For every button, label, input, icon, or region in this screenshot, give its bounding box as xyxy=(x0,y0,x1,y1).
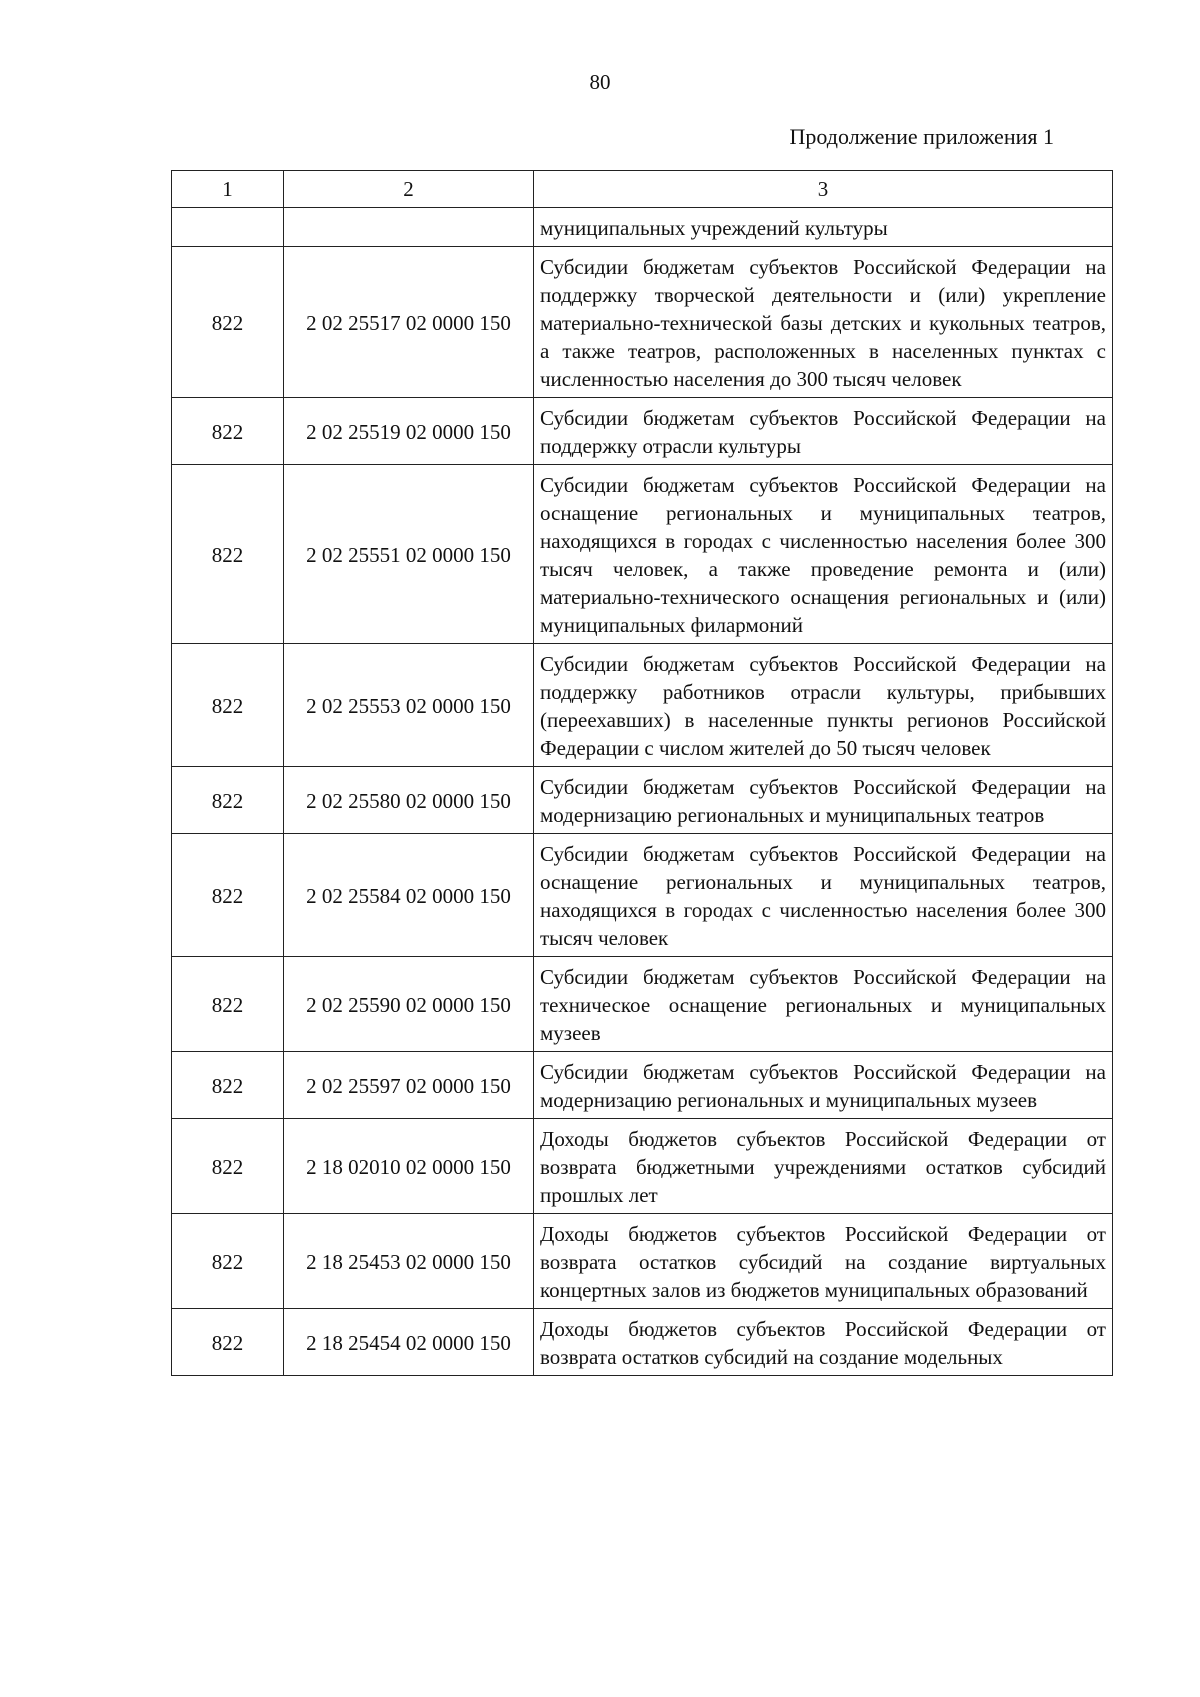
table-row xyxy=(172,1052,1113,1119)
admin-code-cell: 822 xyxy=(172,1214,284,1309)
admin-code-cell: 822 xyxy=(172,247,284,398)
admin-code-cell: 822 xyxy=(172,398,284,465)
admin-code-cell xyxy=(172,208,284,247)
table-row xyxy=(172,1214,1113,1309)
table-header-row xyxy=(172,171,1113,208)
revenue-code-cell: 2 02 25553 02 0000 150 xyxy=(284,644,534,767)
revenue-code-cell: 2 02 25517 02 0000 150 xyxy=(284,247,534,398)
admin-code-cell: 822 xyxy=(172,767,284,834)
table-row xyxy=(172,1309,1113,1376)
revenue-name-cell: Субсидии бюджетам субъектов Российской Федерации на поддержку отрасли культуры xyxy=(534,398,1113,465)
revenue-name-cell: Субсидии бюджетам субъектов Российской Федерации на оснащение региональных и муниципальных театров, находящихся в городах с численностью населения более 300 тысяч человек xyxy=(534,834,1113,957)
admin-code-cell: 822 xyxy=(172,644,284,767)
table-row xyxy=(172,644,1113,767)
table-row xyxy=(172,957,1113,1052)
table-row xyxy=(172,208,1113,247)
revenue-code-cell: 2 02 25597 02 0000 150 xyxy=(284,1052,534,1119)
revenue-name-cell: Субсидии бюджетам субъектов Российской Федерации на модернизацию региональных и муниципальных театров xyxy=(534,767,1113,834)
table-row xyxy=(172,398,1113,465)
page-number: 80 xyxy=(589,70,611,94)
table-row xyxy=(172,834,1113,957)
appendix-note: Продолжение приложения 1 xyxy=(789,124,1054,149)
revenue-name-cell: Субсидии бюджетам субъектов Российской Федерации на техническое оснащение региональных и муниципальных музеев xyxy=(534,957,1113,1052)
revenue-code-cell: 2 18 25454 02 0000 150 xyxy=(284,1309,534,1376)
revenue-code-cell: 2 02 25590 02 0000 150 xyxy=(284,957,534,1052)
header-cell-1: 1 xyxy=(172,171,284,208)
table-row xyxy=(172,465,1113,644)
admin-code-cell: 822 xyxy=(172,1309,284,1376)
table-row xyxy=(172,1119,1113,1214)
admin-code-cell: 822 xyxy=(172,834,284,957)
revenue-name-cell: Субсидии бюджетам субъектов Российской Федерации на поддержку творческой деятельности и (или) укрепление материально-технической базы детских и кукольных театров, а также театров, расположенных в населенных пунктах с численностью населения до 300 тысяч человек xyxy=(534,247,1113,398)
revenue-code-cell: 2 02 25551 02 0000 150 xyxy=(284,465,534,644)
header-cell-3: 3 xyxy=(534,171,1113,208)
revenue-code-cell: 2 02 25519 02 0000 150 xyxy=(284,398,534,465)
admin-code-cell: 822 xyxy=(172,1052,284,1119)
revenue-code-cell: 2 18 02010 02 0000 150 xyxy=(284,1119,534,1214)
table-row xyxy=(172,767,1113,834)
revenue-name-cell: Доходы бюджетов субъектов Российской Федерации от возврата бюджетными учреждениями остатков субсидий прошлых лет xyxy=(534,1119,1113,1214)
revenue-code-cell: 2 02 25580 02 0000 150 xyxy=(284,767,534,834)
header-cell-2: 2 xyxy=(284,171,534,208)
revenue-name-cell: Доходы бюджетов субъектов Российской Федерации от возврата остатков субсидий на создание виртуальных концертных залов из бюджетов муниципальных образований xyxy=(534,1214,1113,1309)
revenue-code-cell: 2 18 25453 02 0000 150 xyxy=(284,1214,534,1309)
revenue-code-cell: 2 02 25584 02 0000 150 xyxy=(284,834,534,957)
admin-code-cell: 822 xyxy=(172,465,284,644)
revenue-name-cell: Субсидии бюджетам субъектов Российской Федерации на оснащение региональных и муниципальных театров, находящихся в городах с численностью населения более 300 тысяч человек, а также проведение ремонта и (или) материально-технического оснащения региональных и (или) муниципальных филармоний xyxy=(534,465,1113,644)
admin-code-cell: 822 xyxy=(172,957,284,1052)
revenue-name-cell: Субсидии бюджетам субъектов Российской Федерации на поддержку работников отрасли культуры, прибывших (переехавших) в населенные пункты регионов Российской Федерации с числом жителей до 50 тысяч человек xyxy=(534,644,1113,767)
revenue-name-cell: муниципальных учреждений культуры xyxy=(534,208,1113,247)
revenue-name-cell: Субсидии бюджетам субъектов Российской Федерации на модернизацию региональных и муниципальных музеев xyxy=(534,1052,1113,1119)
admin-code-cell: 822 xyxy=(172,1119,284,1214)
revenue-code-cell xyxy=(284,208,534,247)
revenue-name-cell: Доходы бюджетов субъектов Российской Федерации от возврата остатков субсидий на создание модельных xyxy=(534,1309,1113,1376)
table-row xyxy=(172,247,1113,398)
revenue-codes-table xyxy=(171,170,1113,1376)
